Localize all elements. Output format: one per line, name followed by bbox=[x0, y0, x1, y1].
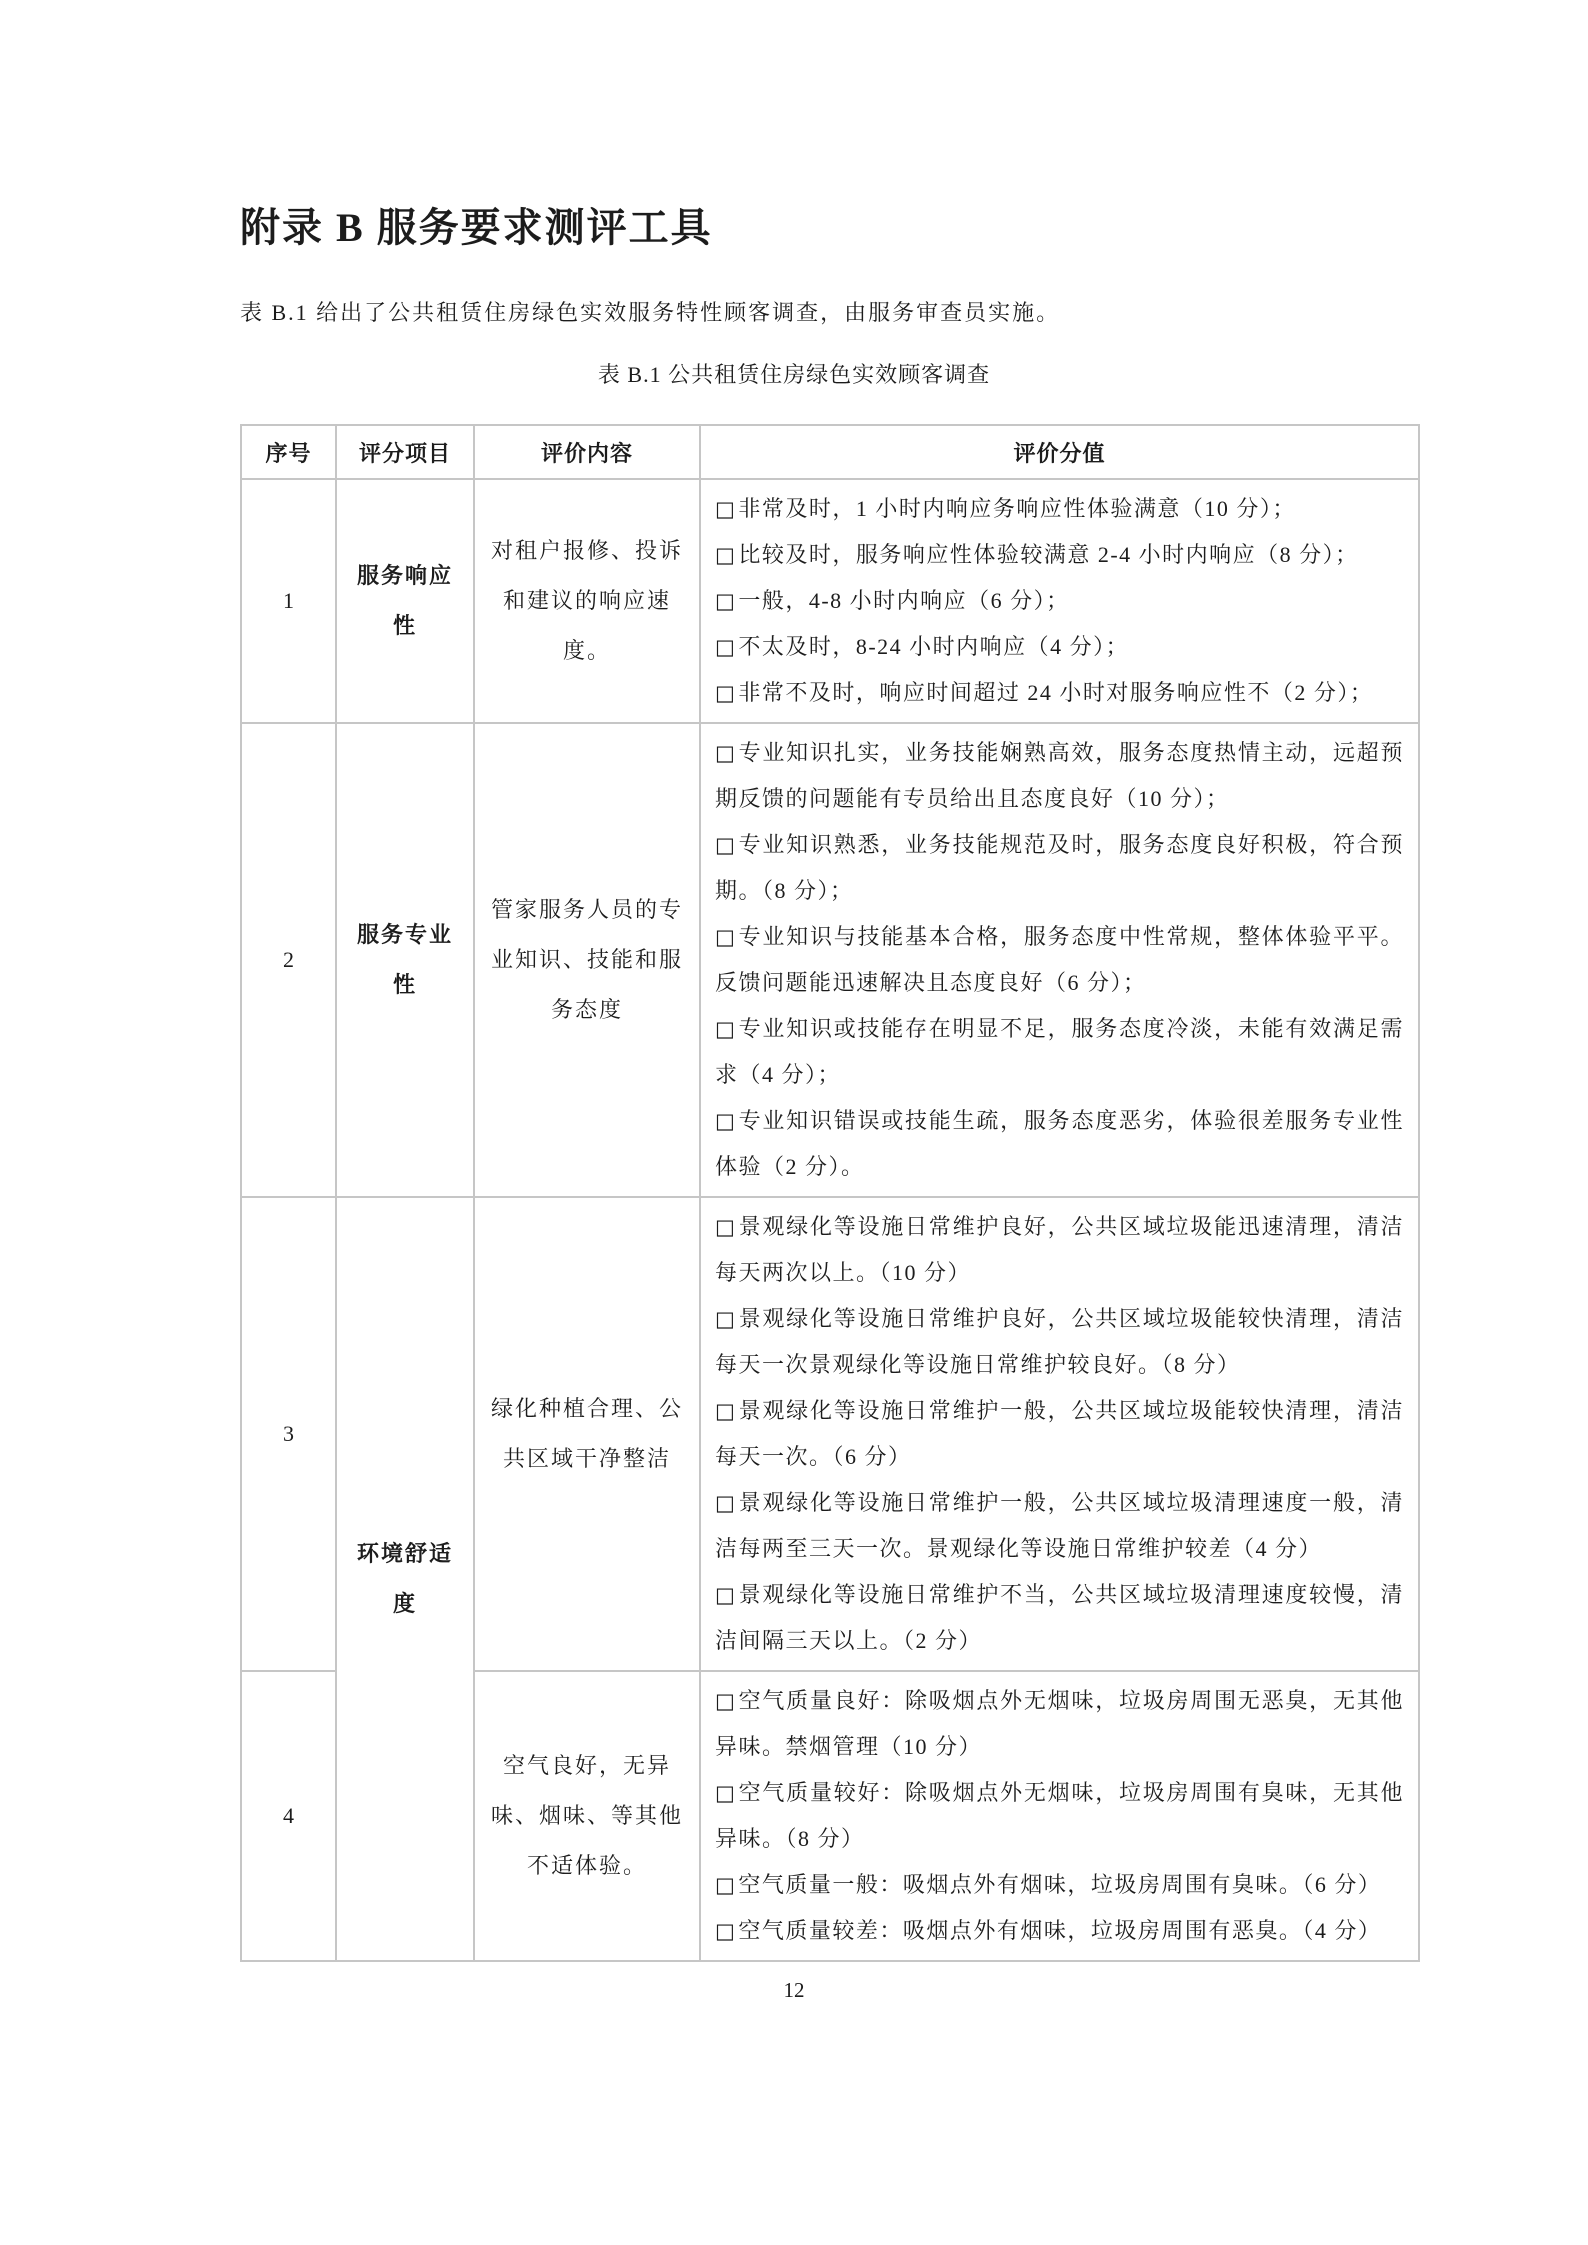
row-number-cell: 3 bbox=[241, 1197, 336, 1671]
score-option-text: 景观绿化等设施日常维护良好，公共区域垃圾能迅速清理，清洁每天两次以上。（10 分） bbox=[715, 1214, 1404, 1285]
table-row bbox=[241, 723, 1419, 1197]
scoring-item-cell: 服务专业性 bbox=[336, 723, 474, 1197]
score-option-text: 专业知识与技能基本合格，服务态度中性常规，整体体验平平。反馈问题能迅速解决且态度良好（6 分）； bbox=[715, 924, 1404, 995]
row-number-cell: 2 bbox=[241, 723, 336, 1197]
score-option bbox=[715, 822, 1404, 914]
score-option bbox=[715, 914, 1404, 1006]
checkbox-icon: □ bbox=[715, 1689, 737, 1713]
score-option-text: 景观绿化等设施日常维护一般，公共区域垃圾清理速度一般，清洁每两至三天一次。景观绿化等设施日常维护较差（4 分） bbox=[715, 1490, 1404, 1561]
evaluation-content-cell: 对租户报修、投诉和建议的响应速度。 bbox=[474, 479, 700, 723]
checkbox-icon: □ bbox=[715, 925, 737, 949]
score-option bbox=[715, 1006, 1404, 1098]
page-title: 附录 B 服务要求测评工具 bbox=[240, 205, 713, 250]
score-option-text: 不太及时，8-24 小时内响应（4 分）； bbox=[738, 634, 1130, 659]
score-option-text: 景观绿化等设施日常维护良好，公共区域垃圾能较快清理，清洁每天一次景观绿化等设施日常维护较良好。（8 分） bbox=[715, 1306, 1404, 1377]
score-option bbox=[715, 670, 1404, 716]
score-option-text: 空气质量较好：除吸烟点外无烟味，垃圾房周围有臭味，无其他异味。（8 分） bbox=[715, 1780, 1404, 1851]
checkbox-icon: □ bbox=[715, 1399, 737, 1423]
score-option bbox=[715, 1862, 1404, 1908]
score-options-cell bbox=[700, 1197, 1419, 1671]
table-row bbox=[241, 479, 1419, 723]
score-option bbox=[715, 486, 1404, 532]
evaluation-content-cell: 绿化种植合理、公共区域干净整洁 bbox=[474, 1197, 700, 1671]
checkbox-icon: □ bbox=[715, 1873, 737, 1897]
checkbox-icon: □ bbox=[715, 543, 737, 567]
evaluation-content-cell: 空气良好，无异味、烟味、等其他不适体验。 bbox=[474, 1671, 700, 1961]
checkbox-icon: □ bbox=[715, 1919, 737, 1943]
col-header-scoring-item: 评分项目 bbox=[336, 425, 474, 479]
score-option bbox=[715, 1908, 1404, 1954]
score-option-text: 景观绿化等设施日常维护不当，公共区域垃圾清理速度较慢，清洁间隔三天以上。（2 分） bbox=[715, 1582, 1404, 1653]
row-number-cell: 4 bbox=[241, 1671, 336, 1961]
row-number-cell: 1 bbox=[241, 479, 336, 723]
score-option bbox=[715, 1480, 1404, 1572]
score-option-text: 空气质量一般：吸烟点外有烟味，垃圾房周围有臭味。（6 分） bbox=[738, 1872, 1382, 1897]
score-option-text: 专业知识扎实，业务技能娴熟高效，服务态度热情主动，远超预期反馈的问题能有专员给出且态度良好（10 分）； bbox=[715, 740, 1404, 811]
score-options-cell bbox=[700, 1671, 1419, 1961]
checkbox-icon: □ bbox=[715, 1307, 737, 1331]
col-header-score-value: 评价分值 bbox=[700, 425, 1419, 479]
checkbox-icon: □ bbox=[715, 589, 737, 613]
score-option-text: 专业知识熟悉，业务技能规范及时，服务态度良好积极，符合预期。（8 分）； bbox=[715, 832, 1404, 903]
checkbox-icon: □ bbox=[715, 497, 737, 521]
score-option bbox=[715, 1296, 1404, 1388]
scoring-item-cell: 服务响应性 bbox=[336, 479, 474, 723]
col-header-no: 序号 bbox=[241, 425, 336, 479]
checkbox-icon: □ bbox=[715, 1491, 737, 1515]
score-option-text: 专业知识错误或技能生疏，服务态度恶劣，体验很差服务专业性体验（2 分）。 bbox=[715, 1108, 1404, 1179]
table-row bbox=[241, 1197, 1419, 1671]
score-option-text: 景观绿化等设施日常维护一般，公共区域垃圾能较快清理，清洁每天一次。（6 分） bbox=[715, 1398, 1404, 1469]
checkbox-icon: □ bbox=[715, 635, 737, 659]
table-caption: 表 B.1 公共租赁住房绿色实效顾客调查 bbox=[597, 362, 991, 387]
score-option bbox=[715, 578, 1404, 624]
scoring-item-cell-merged: 环境舒适度 bbox=[336, 1197, 474, 1961]
evaluation-content-cell: 管家服务人员的专业知识、技能和服务态度 bbox=[474, 723, 700, 1197]
score-options-cell bbox=[700, 723, 1419, 1197]
checkbox-icon: □ bbox=[715, 1017, 737, 1041]
checkbox-icon: □ bbox=[715, 1215, 737, 1239]
score-option bbox=[715, 532, 1404, 578]
checkbox-icon: □ bbox=[715, 1109, 737, 1133]
score-option-text: 非常及时，1 小时内响应务响应性体验满意（10 分）； bbox=[738, 496, 1296, 521]
score-option bbox=[715, 1572, 1404, 1664]
page-number: 12 bbox=[783, 1978, 805, 2002]
col-header-evaluation-content: 评价内容 bbox=[474, 425, 700, 479]
score-option-text: 专业知识或技能存在明显不足，服务态度冷淡，未能有效满足需求（4 分）； bbox=[715, 1016, 1404, 1087]
score-option-text: 比较及时，服务响应性体验较满意 2-4 小时内响应（8 分）； bbox=[738, 542, 1359, 567]
table-header-row bbox=[241, 425, 1419, 479]
evaluation-table bbox=[240, 424, 1420, 1962]
score-option bbox=[715, 730, 1404, 822]
score-option bbox=[715, 1388, 1404, 1480]
intro-paragraph: 表 B.1 给出了公共租赁住房绿色实效服务特性顾客调查，由服务审查员实施。 bbox=[240, 300, 1061, 325]
checkbox-icon: □ bbox=[715, 1781, 737, 1805]
checkbox-icon: □ bbox=[715, 741, 737, 765]
score-options-cell bbox=[700, 479, 1419, 723]
checkbox-icon: □ bbox=[715, 833, 737, 857]
checkbox-icon: □ bbox=[715, 1583, 737, 1607]
score-option-text: 空气质量较差：吸烟点外有烟味，垃圾房周围有恶臭。（4 分） bbox=[738, 1918, 1382, 1943]
score-option bbox=[715, 624, 1404, 670]
score-option bbox=[715, 1204, 1404, 1296]
score-option-text: 一般，4-8 小时内响应（6 分）； bbox=[738, 588, 1070, 613]
score-option-text: 非常不及时，响应时间超过 24 小时对服务响应性不（2 分）； bbox=[738, 680, 1374, 705]
score-option bbox=[715, 1098, 1404, 1190]
score-option bbox=[715, 1770, 1404, 1862]
checkbox-icon: □ bbox=[715, 681, 737, 705]
score-option bbox=[715, 1678, 1404, 1770]
score-option-text: 空气质量良好：除吸烟点外无烟味，垃圾房周围无恶臭，无其他异味。禁烟管理（10 分） bbox=[715, 1688, 1404, 1759]
